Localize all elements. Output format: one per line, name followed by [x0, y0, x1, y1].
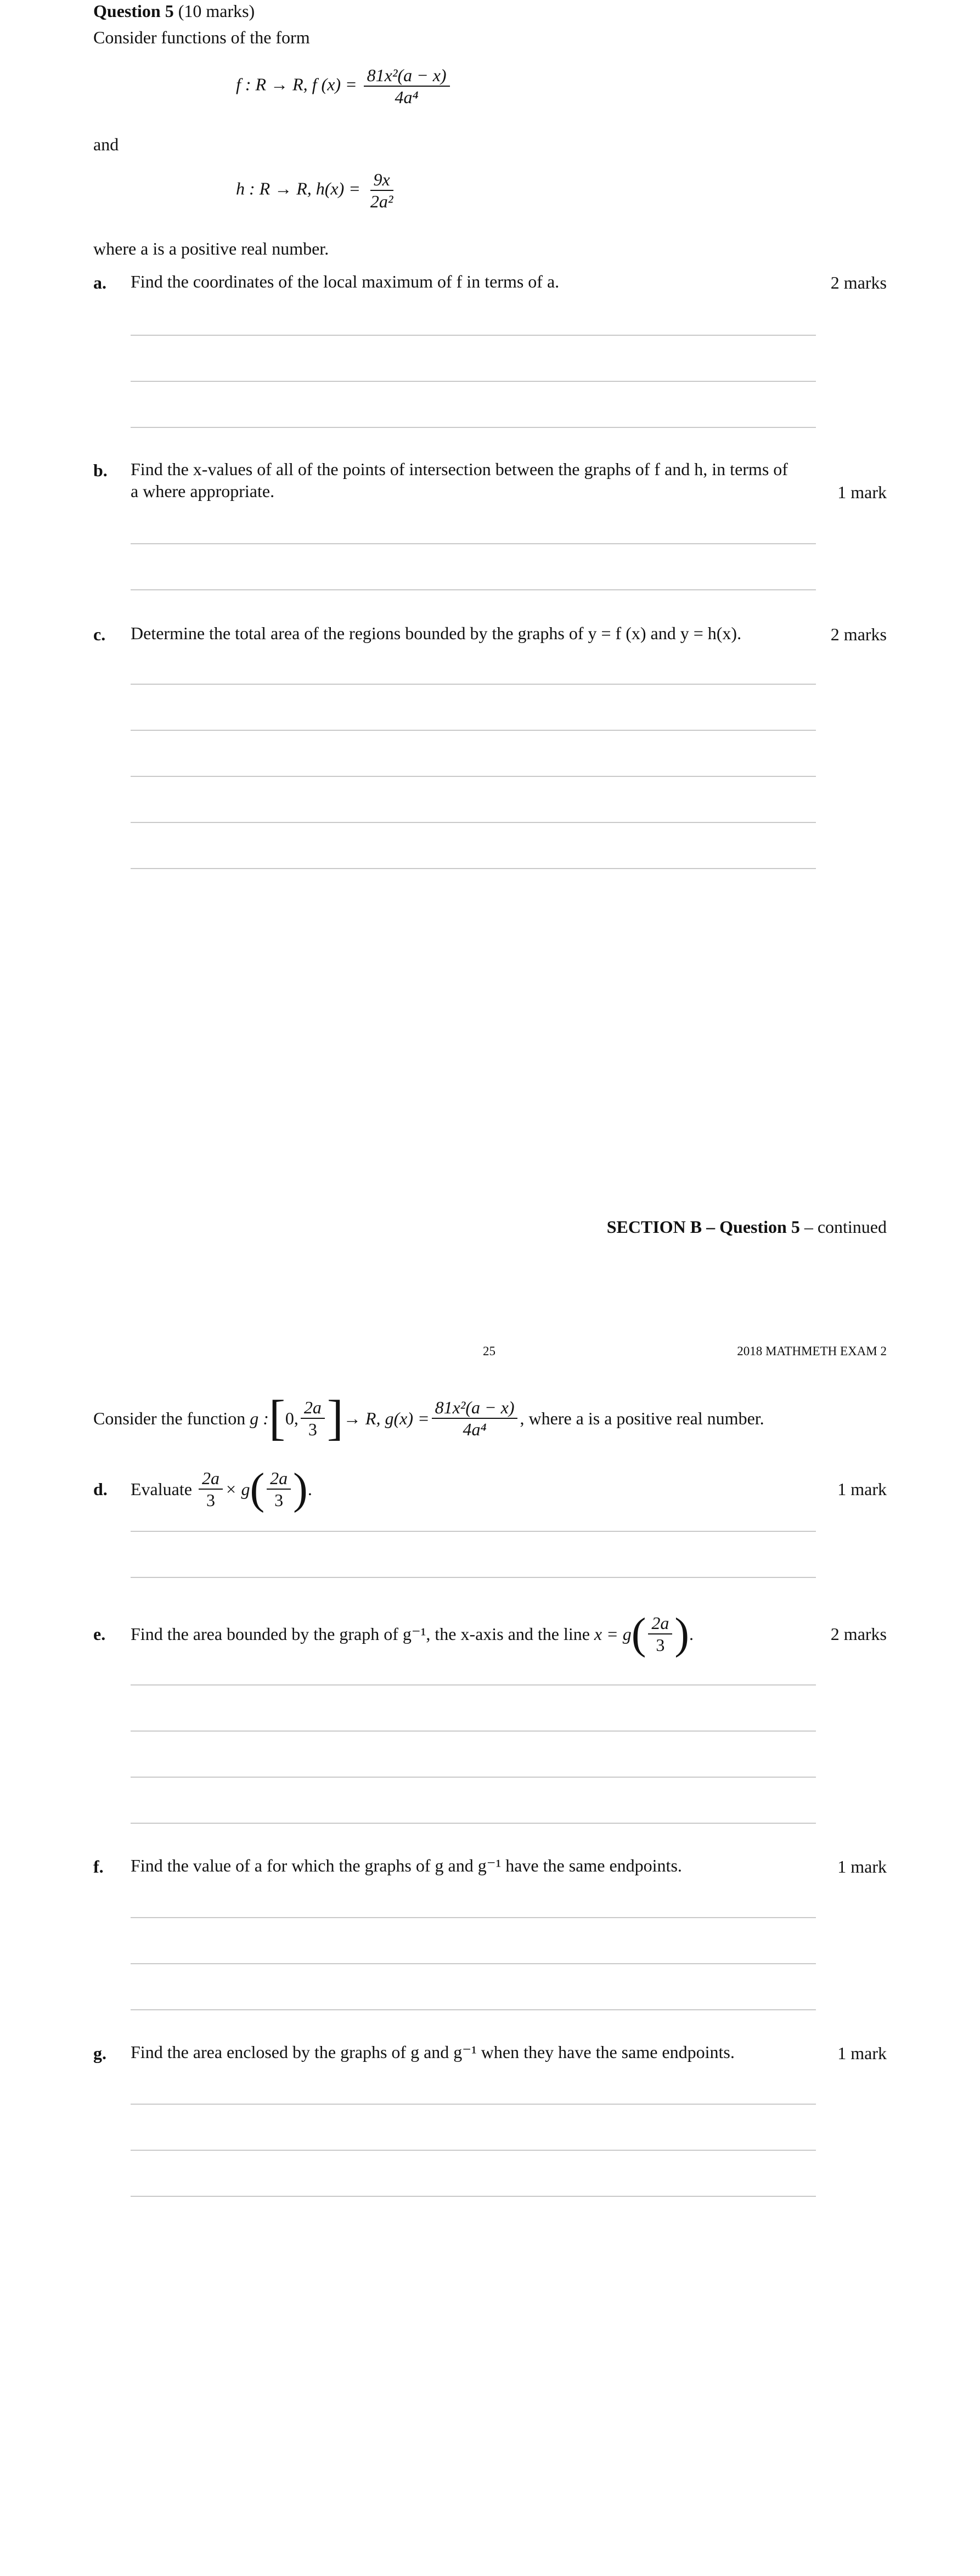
g-numerator: 81x²(a − x): [432, 1397, 518, 1419]
part-c-question: Determine the total area of the regions bounded by the graphs of y = f (x) and y = h(x).: [131, 623, 742, 643]
part-d-times-g: × g: [224, 1479, 250, 1499]
answer-line[interactable]: [131, 2009, 816, 2010]
part-d-frac2-num: 2a: [267, 1468, 291, 1490]
h-definition: [236, 169, 398, 212]
and-text: and: [93, 134, 119, 154]
part-b-marks: 1 mark: [837, 482, 887, 502]
part-b-question-line2: a where appropriate.: [131, 481, 275, 501]
answer-line[interactable]: [131, 589, 816, 590]
f-denominator: 4a⁴: [395, 87, 419, 107]
answer-line[interactable]: [131, 776, 816, 777]
answer-line[interactable]: [131, 2104, 816, 2105]
right-paren: ): [674, 1610, 689, 1658]
answer-line[interactable]: [131, 1963, 816, 1964]
left-paren: (: [631, 1610, 646, 1658]
answer-line[interactable]: [131, 868, 816, 869]
answer-line[interactable]: [131, 1577, 816, 1578]
f-fraction: [364, 65, 450, 108]
interval-numerator: 2a: [301, 1397, 325, 1419]
interval-denominator: 3: [308, 1419, 317, 1439]
g-def-suffix: , where a is a positive real number.: [520, 1408, 764, 1428]
answer-line[interactable]: [131, 335, 816, 336]
part-d-question: Evaluate $\frac{2a}{3}$ × g ( $\frac{2a}{3}$ ) .: [131, 1465, 312, 1513]
answer-line[interactable]: [131, 684, 816, 685]
page-number: 25: [483, 1344, 495, 1358]
part-d-frac-den: 3: [206, 1490, 215, 1510]
f-definition: [236, 65, 452, 108]
part-d-fraction-2: [267, 1468, 291, 1510]
h-numerator: 9x: [370, 169, 393, 191]
part-d-fraction: [199, 1468, 223, 1510]
part-d-frac-num: 2a: [199, 1468, 223, 1490]
exam-name: 2018 MATHMETH EXAM 2: [737, 1344, 887, 1358]
answer-line[interactable]: [131, 1777, 816, 1778]
question-title: Question 5: [93, 1, 174, 21]
part-e-marks: 2 marks: [830, 1624, 887, 1644]
part-b-question-line1: Find the x-values of all of the points of intersection between the graphs of f and h, in terms of: [131, 459, 788, 479]
left-paren: (: [250, 1465, 265, 1513]
arrow-R: → R,: [343, 1408, 381, 1428]
interval-fraction: [301, 1397, 325, 1440]
answer-line[interactable]: [131, 1531, 816, 1532]
answer-line[interactable]: [131, 2150, 816, 2151]
answer-line[interactable]: [131, 381, 816, 382]
part-e-frac-num: 2a: [648, 1613, 672, 1634]
part-a-marks: 2 marks: [830, 273, 887, 292]
f-def-lhs: f : R → R, f (x) =: [236, 74, 357, 94]
part-c-label: c.: [93, 624, 106, 644]
part-e-label: e.: [93, 1624, 106, 1644]
g-def-prefix: Consider the function: [93, 1408, 246, 1428]
part-e-frac-den: 3: [656, 1635, 665, 1655]
answer-line[interactable]: [131, 1823, 816, 1824]
part-b-label: b.: [93, 460, 108, 480]
part-f-label: f.: [93, 1857, 104, 1876]
where-text: where a is a positive real number.: [93, 239, 329, 258]
continued-footer: [607, 1216, 887, 1238]
part-g-marks: 1 mark: [837, 2043, 887, 2063]
continued-bold: SECTION B – Question 5: [606, 1217, 800, 1237]
g-denominator: 4a⁴: [463, 1419, 487, 1439]
part-d-frac2-den: 3: [274, 1490, 284, 1510]
g-colon: g :: [250, 1408, 269, 1428]
part-c-marks: 2 marks: [830, 624, 887, 644]
answer-line[interactable]: [131, 2196, 816, 2197]
part-e-x-eq-g: x = g: [594, 1624, 632, 1644]
part-g-question: Find the area enclosed by the graphs of g and g⁻¹ when they have the same endpoints.: [131, 2042, 735, 2062]
question-heading: [93, 0, 255, 22]
answer-line[interactable]: [131, 427, 816, 428]
part-d-label: d.: [93, 1479, 108, 1499]
f-numerator: 81x²(a − x): [364, 65, 450, 87]
interval-start: 0,: [285, 1408, 298, 1428]
answer-line[interactable]: [131, 730, 816, 731]
part-f-question: Find the value of a for which the graphs of g and g⁻¹ have the same endpoints.: [131, 1856, 682, 1875]
part-e-fraction: [648, 1613, 672, 1655]
part-e-question: Find the area bounded by the graph of g⁻¹, the x-axis and the line x = g ( $\frac{2a}{3}$ ) .: [131, 1610, 694, 1658]
continued-rest: – continued: [799, 1217, 887, 1237]
h-def-lhs: h : R → R, h(x) =: [236, 178, 361, 199]
g-definition: [93, 1391, 764, 1445]
intro-text: Consider functions of the form: [93, 27, 310, 47]
g-lhs: g(x) =: [385, 1408, 430, 1428]
answer-line[interactable]: [131, 1731, 816, 1732]
h-denominator: 2a²: [370, 191, 393, 211]
answer-line[interactable]: [131, 822, 816, 823]
part-a-label: a.: [93, 273, 106, 292]
h-fraction: [367, 169, 397, 212]
g-fraction: [432, 1397, 518, 1440]
answer-line[interactable]: [131, 543, 816, 544]
part-g-label: g.: [93, 2043, 106, 2063]
left-bracket: [: [268, 1391, 285, 1445]
part-e-prefix: Find the area bounded by the graph of g⁻¹, the x-axis and the line: [131, 1624, 590, 1644]
part-d-prefix: Evaluate: [131, 1479, 192, 1499]
part-a-question: Find the coordinates of the local maximum of f in terms of a.: [131, 272, 560, 291]
answer-line[interactable]: [131, 1917, 816, 1918]
part-f-marks: 1 mark: [837, 1857, 887, 1876]
question-marks: (10 marks): [178, 1, 255, 21]
part-d-marks: 1 mark: [837, 1479, 887, 1499]
answer-line[interactable]: [131, 1684, 816, 1686]
right-bracket: ]: [326, 1391, 343, 1445]
right-paren: ): [293, 1465, 308, 1513]
